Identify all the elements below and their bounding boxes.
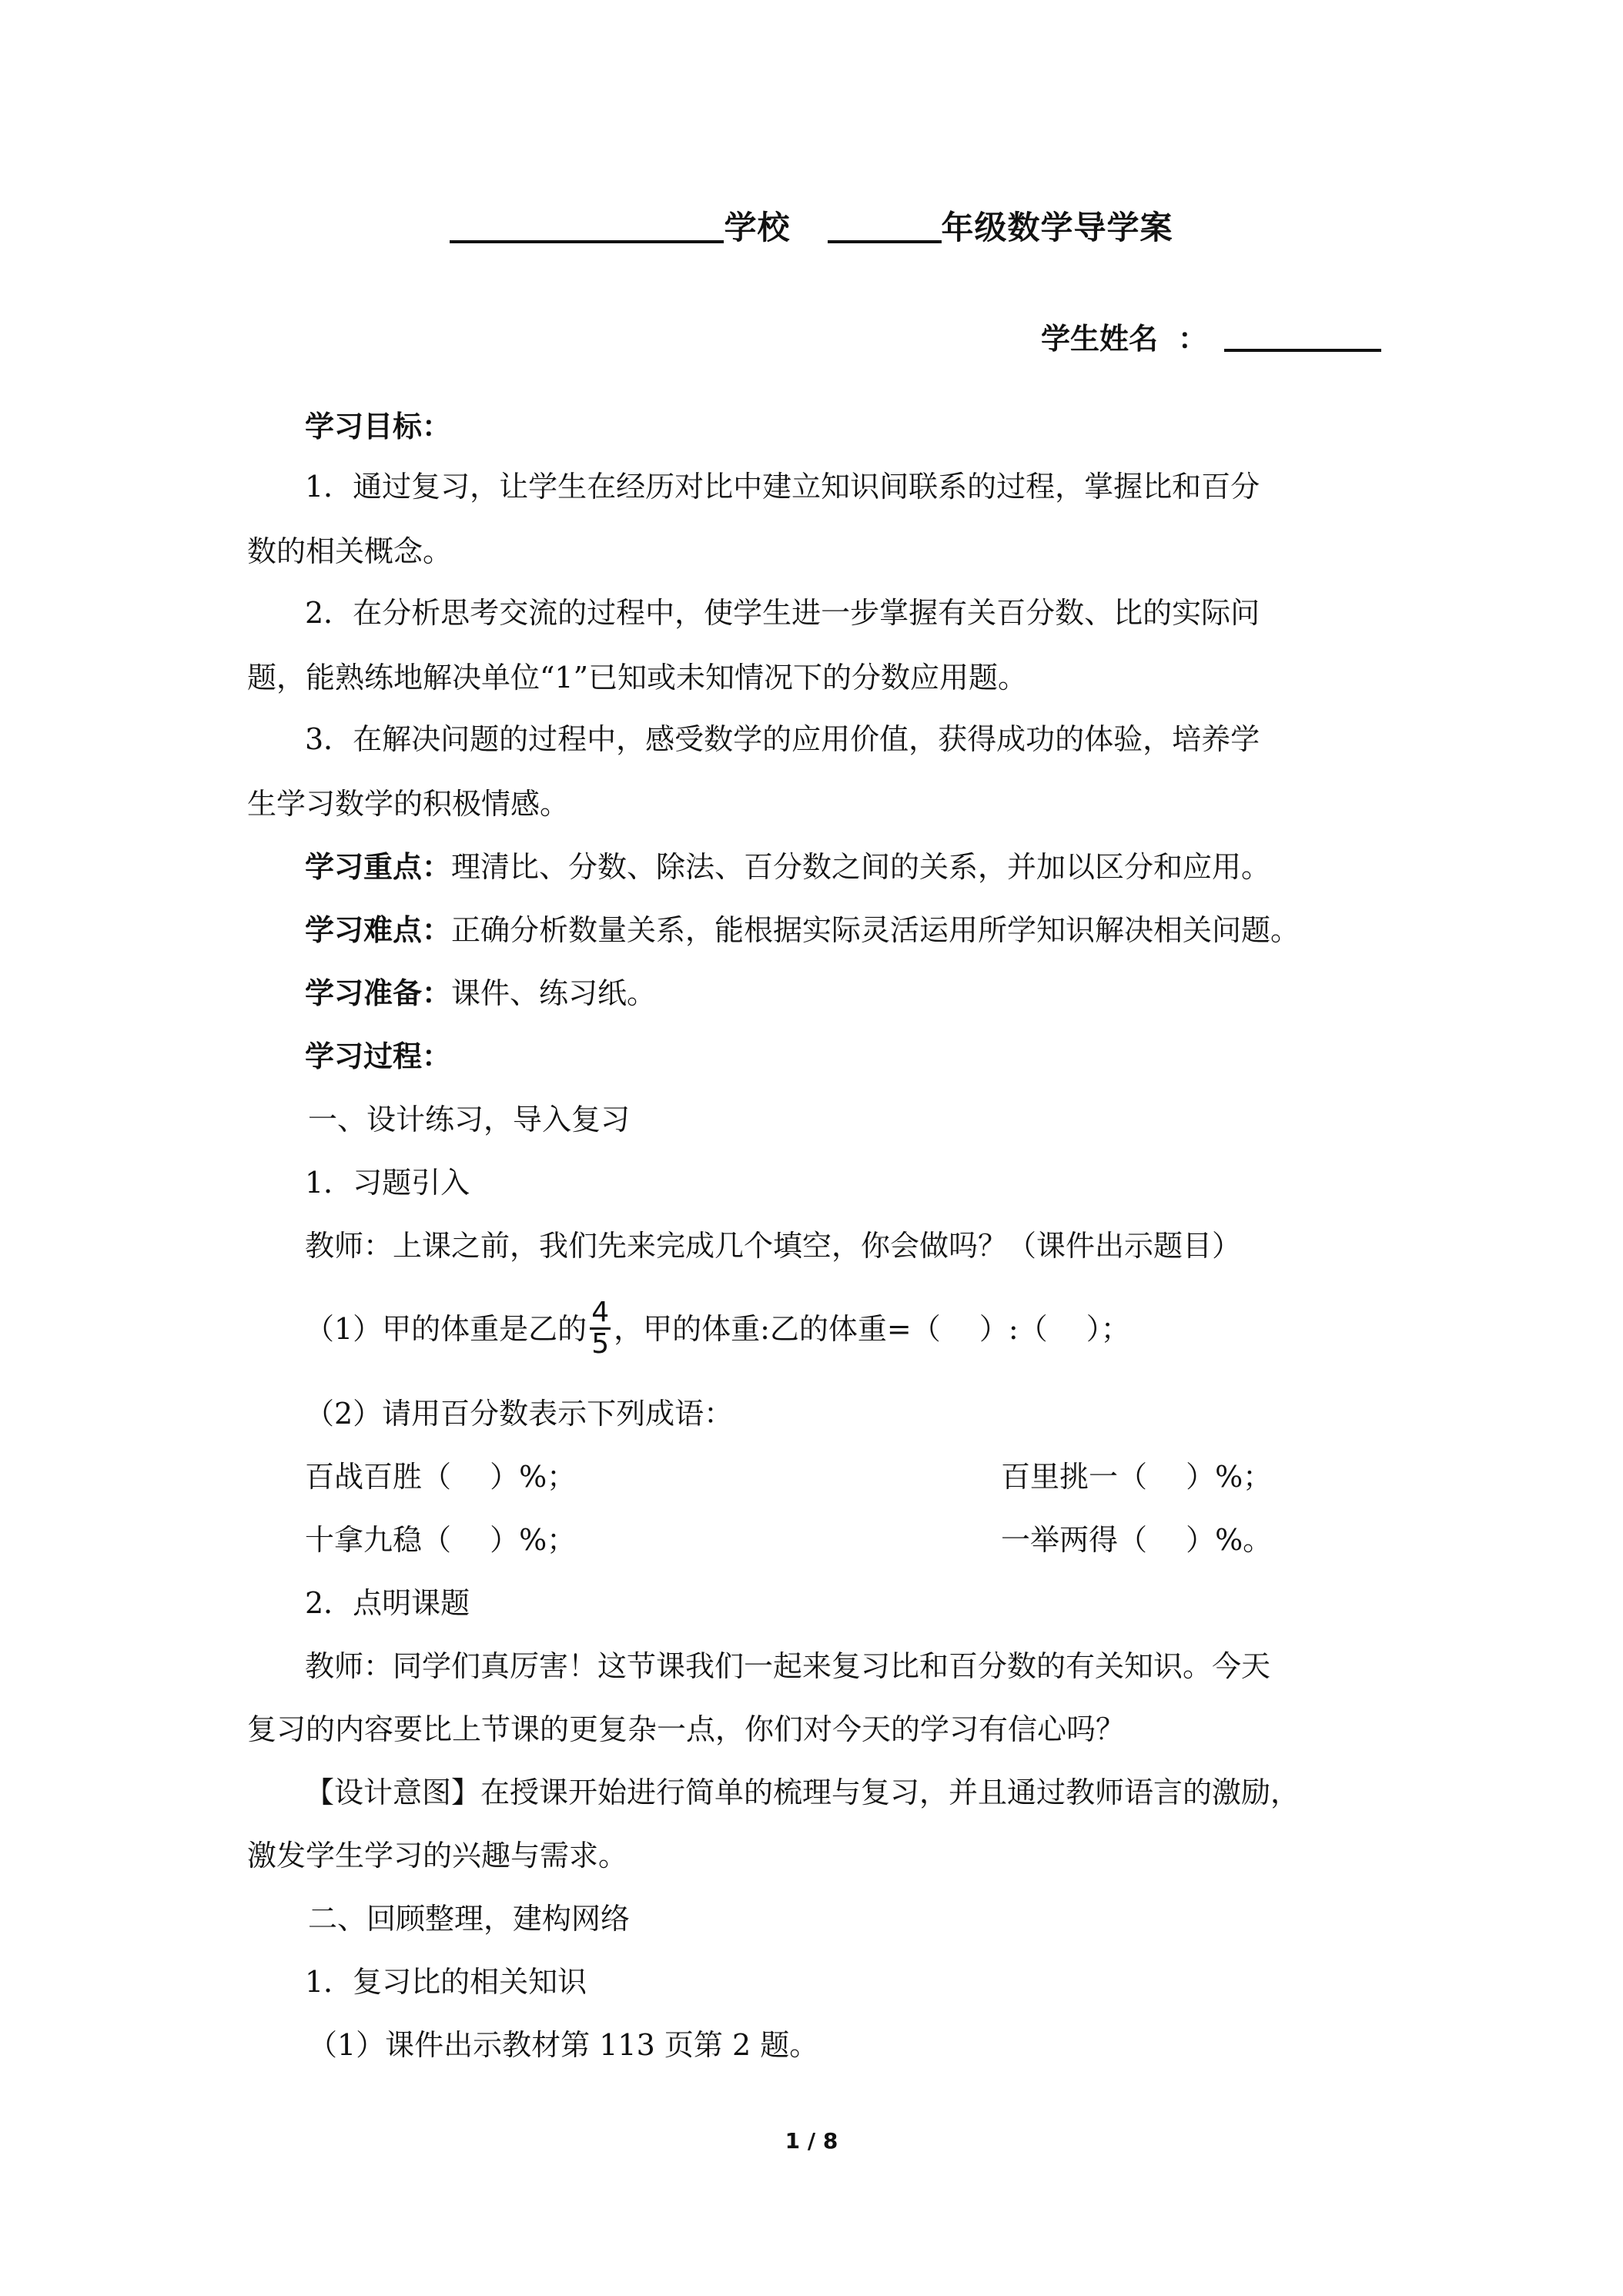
- section1-title: 一、设计练习，导入复习: [308, 1103, 631, 1136]
- fraction-four-fifths: [590, 1298, 611, 1359]
- student-name-label: 学生姓名: [1041, 322, 1159, 356]
- question-1-ratio: ，甲的体重:乙的体重=（ ）:（ ）；: [614, 1312, 1130, 1346]
- key-points-text: 理清比、分数、除法、百分数之间的关系，并加以区分和应用。: [451, 850, 1271, 884]
- fraction-denominator: 5: [591, 1328, 610, 1360]
- question-2: （2）请用百分数表示下列成语：: [305, 1397, 734, 1431]
- fraction-numerator: 4: [591, 1297, 610, 1328]
- section2-title: 二、回顾整理，建构网络: [308, 1902, 631, 1936]
- school-label: 学校: [724, 209, 791, 246]
- objective-1-line2: 数的相关概念。: [247, 534, 453, 568]
- idiom-row-1: [305, 1455, 1383, 1498]
- idiom-item: 百战百胜（ ）%；: [305, 1460, 577, 1494]
- colon: ：: [1178, 322, 1208, 356]
- difficulties-text: 正确分析数量关系，能根据实际灵活运用所学知识解决相关问题。: [451, 913, 1300, 947]
- objective-2-line1: 2．在分析思考交流的过程中，使学生进一步掌握有关百分数、比的实际问: [305, 596, 1260, 630]
- question-1: [305, 1297, 1130, 1362]
- objective-3-line1: 3．在解决问题的过程中，感受数学的应用价值，获得成功的体验，培养学: [305, 722, 1260, 756]
- section2-sub1: 1．复习比的相关知识: [305, 1965, 587, 1999]
- idiom-item: 十拿九稳（ ）%；: [305, 1523, 577, 1557]
- page-number: 1 / 8: [785, 2128, 838, 2154]
- school-blank[interactable]: [450, 209, 724, 243]
- preparation-text: 课件、练习纸。: [451, 976, 657, 1010]
- difficulties: [305, 909, 1300, 952]
- page-title: [0, 205, 1623, 251]
- teacher-line-2b: 复习的内容要比上节课的更复杂一点，你们对今天的学习有信心吗？: [247, 1712, 1126, 1746]
- section1-sub2: 2．点明课题: [305, 1586, 470, 1620]
- objectives-heading: 学习目标：: [305, 410, 452, 443]
- student-name-row: [1041, 316, 1381, 362]
- question-1-text: （1）甲的体重是乙的: [305, 1312, 587, 1346]
- design-intent-line1: 【设计意图】在授课开始进行简单的梳理与复习，并且通过教师语言的激励，: [305, 1776, 1300, 1809]
- design-intent-line2: 激发学生学习的兴趣与需求。: [247, 1839, 628, 1873]
- key-points: [305, 845, 1270, 889]
- title-text: 年级数学导学案: [941, 209, 1173, 246]
- idiom-row-2: [305, 1518, 1383, 1561]
- process-heading: 学习过程：: [305, 1039, 452, 1073]
- student-name-blank[interactable]: [1224, 321, 1381, 352]
- key-points-label: 学习重点：: [305, 850, 452, 884]
- teacher-line-1: 教师：上课之前，我们先来完成几个填空，你会做吗？（课件出示题目）: [305, 1229, 1242, 1263]
- idiom-item: 百里挑一（ ）%；: [1001, 1460, 1273, 1494]
- objective-2-line2: 题，能熟练地解决单位“1”已知或未知情况下的分数应用题。: [247, 661, 1028, 694]
- grade-blank[interactable]: [828, 209, 942, 243]
- difficulties-label: 学习难点：: [305, 913, 452, 947]
- section2-item1: （1）课件出示教材第 113 页第 2 题。: [308, 2028, 819, 2062]
- objective-1-line1: 1．通过复习，让学生在经历对比中建立知识间联系的过程，掌握比和百分: [305, 470, 1260, 504]
- teacher-line-2a: 教师：同学们真厉害！这节课我们一起来复习比和百分数的有关知识。今天: [305, 1649, 1271, 1683]
- preparation: [305, 972, 656, 1015]
- idiom-item: 一举两得（ ）%。: [1001, 1523, 1273, 1557]
- section1-sub1: 1．习题引入: [305, 1166, 470, 1200]
- objective-3-line2: 生学习数学的积极情感。: [247, 787, 570, 821]
- preparation-label: 学习准备：: [305, 976, 452, 1010]
